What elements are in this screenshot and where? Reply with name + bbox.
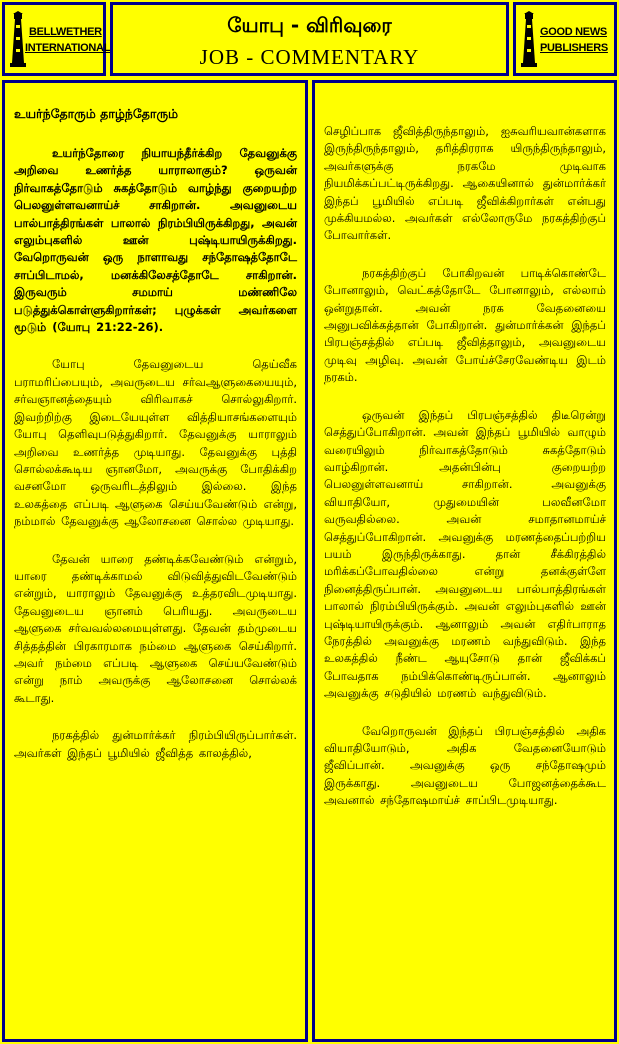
title-tamil: யோபு - விரிவுரை bbox=[227, 13, 392, 37]
title-box bbox=[110, 2, 509, 76]
bellwether-logo-line1: BELLWETHER bbox=[29, 26, 102, 38]
lighthouse-icon bbox=[520, 11, 538, 69]
bellwether-logo bbox=[5, 5, 111, 73]
section-heading: உயர்ந்தோரும் தாழ்ந்தோரும் bbox=[14, 106, 179, 121]
left-column bbox=[2, 80, 308, 1042]
title-english: JOB - COMMENTARY bbox=[199, 45, 420, 69]
bellwether-logo-line2: INTERNATIONAL bbox=[25, 42, 111, 54]
paragraph: நரகத்தில் துன்மார்க்கர் நிரம்பியிருப்பார்கள். அவர்கள் இந்தப் பூமியில் ஜீவித்த காலத்தில், bbox=[14, 728, 297, 760]
paragraph-continued: செழிப்பாக ஜீவித்திருந்தாலும், ஐசுவரியவான்களாக இருந்திருந்தாலும், தரித்திரராக யிருந்திருந்தாலும், அவர்களுக்கு நரகமே முடிவாக நியமிக்கப்பட்டிருக்கிறது. ஆகையினால் துன்மார்க்கர் இந்தப் பூமியில் எப்படி ஜீவிக்கிறார்கள் என்பது முக்கியமல்ல. அவர்கள் எல்லோருமே நரகத்திற்குப் போவார்கள். bbox=[324, 124, 606, 243]
paragraph: வேறொருவன் இந்தப் பிரபஞ்சத்தில் அதிக வியாதியோடும், அதிக வேதனையோடும் ஜீவிப்பான். அவனுக்கு ஒரு சந்தோஷமும் இருக்காது. அவனுடைய போஜனத்தைக்கூட அவனால் சந்தோஷமாய்ச் சாப்பிடமுடியாது. bbox=[324, 723, 606, 808]
paragraph: நரகத்திற்குப் போகிறவன் பாடிக்கொண்டே போனாலும், வெட்கத்தோடே போனாலும், எல்லாம் ஒன்றுதான். அவன் நரக வேதனையை அனுபவிக்கத்தான் போகிறான். துன்மார்க்கன் இந்தப் பிரபஞ்சத்தில் எப்படி ஜீவித்தாலும், அவனுடைய முடிவு அழிவு. அவன் போய்ச்சேரவேண்டிய இடம் நரகம். bbox=[324, 265, 606, 385]
scripture-quote bbox=[14, 145, 297, 336]
right-column bbox=[312, 80, 617, 1042]
paragraph: யோபு தேவனுடைய தெய்வீக பராமரிப்பையும், அவருடைய சர்வஆளுகையையும், சர்வஞானத்தையும் விரிவாகச் சொல்லுகிறார். இவற்றிற்கு இடையேயுள்ள வித்தியாசங்களையும் யோபு தெளிவுபடுத்துகிறார். தேவனுக்கு யாராலும் அறிவை உணர்த்த முடியாது. தேவனுக்கு புத்தி சொல்லக்கூடிய ஞானமோ, அவருக்கு போதிக்கிற வசனமோ ஒருவரிடத்திலும் இல்லை. இந்த உலகத்தை எப்படி ஆளுகை செய்யவேண்டும் என்று, நம்மால் தேவனுக்கு ஆலோசனை சொல்ல முடியாது. bbox=[14, 357, 297, 529]
good-news-logo-box bbox=[513, 2, 617, 76]
good-news-logo-line2: PUBLISHERS bbox=[540, 42, 608, 54]
quote-reference: (யோபு 21:22-26). bbox=[52, 320, 164, 335]
good-news-logo bbox=[516, 5, 614, 73]
lighthouse-icon bbox=[9, 11, 27, 69]
paragraph: தேவன் யாரை தண்டிக்கவேண்டும் என்றும், யாரை தண்டிக்காமல் விடுவித்துவிடவேண்டும் என்றும், யாராலும் தேவனுக்கு உத்தரவிடமுடியாது. தேவனுடைய ஞானம் பெரியது. அவருடைய ஆளுகை சர்வவல்லமையுள்ளது. தேவன் தம்முடைய சித்தத்தின் பிரகாரமாக நம்மை ஆளுகை செய்கிறார். அவர் நம்மை எப்படி ஆளுகை செய்யவேண்டும் என்று நாம் அவருக்கு ஆலோசனை சொல்லக் கூடாது. bbox=[14, 551, 297, 705]
paragraph: ஒருவன் இந்தப் பிரபஞ்சத்தில் திடீரென்று செத்துப்போகிறான். அவன் இந்தப் பூமியில் வாழும் வரையிலும் நிர்வாகத்தோடும் சுகத்தோடும் வாழ்கிறான். அதன்பின்பு குறையற்ற பெலனுள்ளவனாய் சாகிறான். அவனுக்கு வியாதியோ, முதுமையின் பலவீனமோ வருவதில்லை. அவன் சமாதானமாய்ச் செத்துப்போகிறான். அவனுக்கு மரணத்தைப்பற்றிய பயம் இருந்திருக்காது. தான் சீக்கிரத்தில் மரிக்கப்போவதில்லை என்று தனக்குள்ளே நினைத்திருப்பான். அவனுடைய பால்பாத்திரங்கள் பாலால் நிரம்பியிருக்கும். அவன் எலும்புகளில் ஊன் புஷ்டியாயிருக்கும். ஆனாலும் அவன் எதிர்பாராத நேரத்தில் அவனுக்கு மரணம் வந்துவிடும். இந்த உலகத்தில் நீண்ட ஆயுசோடு தான் ஜீவிக்கப் போவதாக நம்பிக்கொண்டிருப்பான். ஆனாலும் அவனுக்கு சடுதியில் மரணம் வந்துவிடும். bbox=[324, 407, 606, 701]
good-news-logo-line1: GOOD NEWS bbox=[540, 26, 607, 38]
bellwether-logo-box bbox=[2, 2, 111, 76]
quote-text: உயர்ந்தோரை நியாயந்தீர்க்கிற தேவனுக்கு அறிவை உணர்த்த யாராலாகும்? ஒருவன் நிர்வாகத்தோடும் சுகத்தோடும் வாழ்ந்து குறையற்ற பெலனுள்ளவனாய்ச் சாகிறான். அவனுடைய பால்பாத்திரங்கள் பாலால் நிரம்பியிருக்கிறது, அவன் எலும்புகளில் ஊன் புஷ்டியாயிருக்கிறது. வேறொருவன் ஒரு நாளாவது சந்தோஷத்தோடே சாப்பிடாமல், மனக்கிலேசத்தோடே சாகிறான். இருவரும் சமமாய் மண்ணிலே படுத்துக்கொள்ளுகிறார்கள்; புழுக்கள் அவர்களை மூடும் bbox=[14, 146, 297, 335]
